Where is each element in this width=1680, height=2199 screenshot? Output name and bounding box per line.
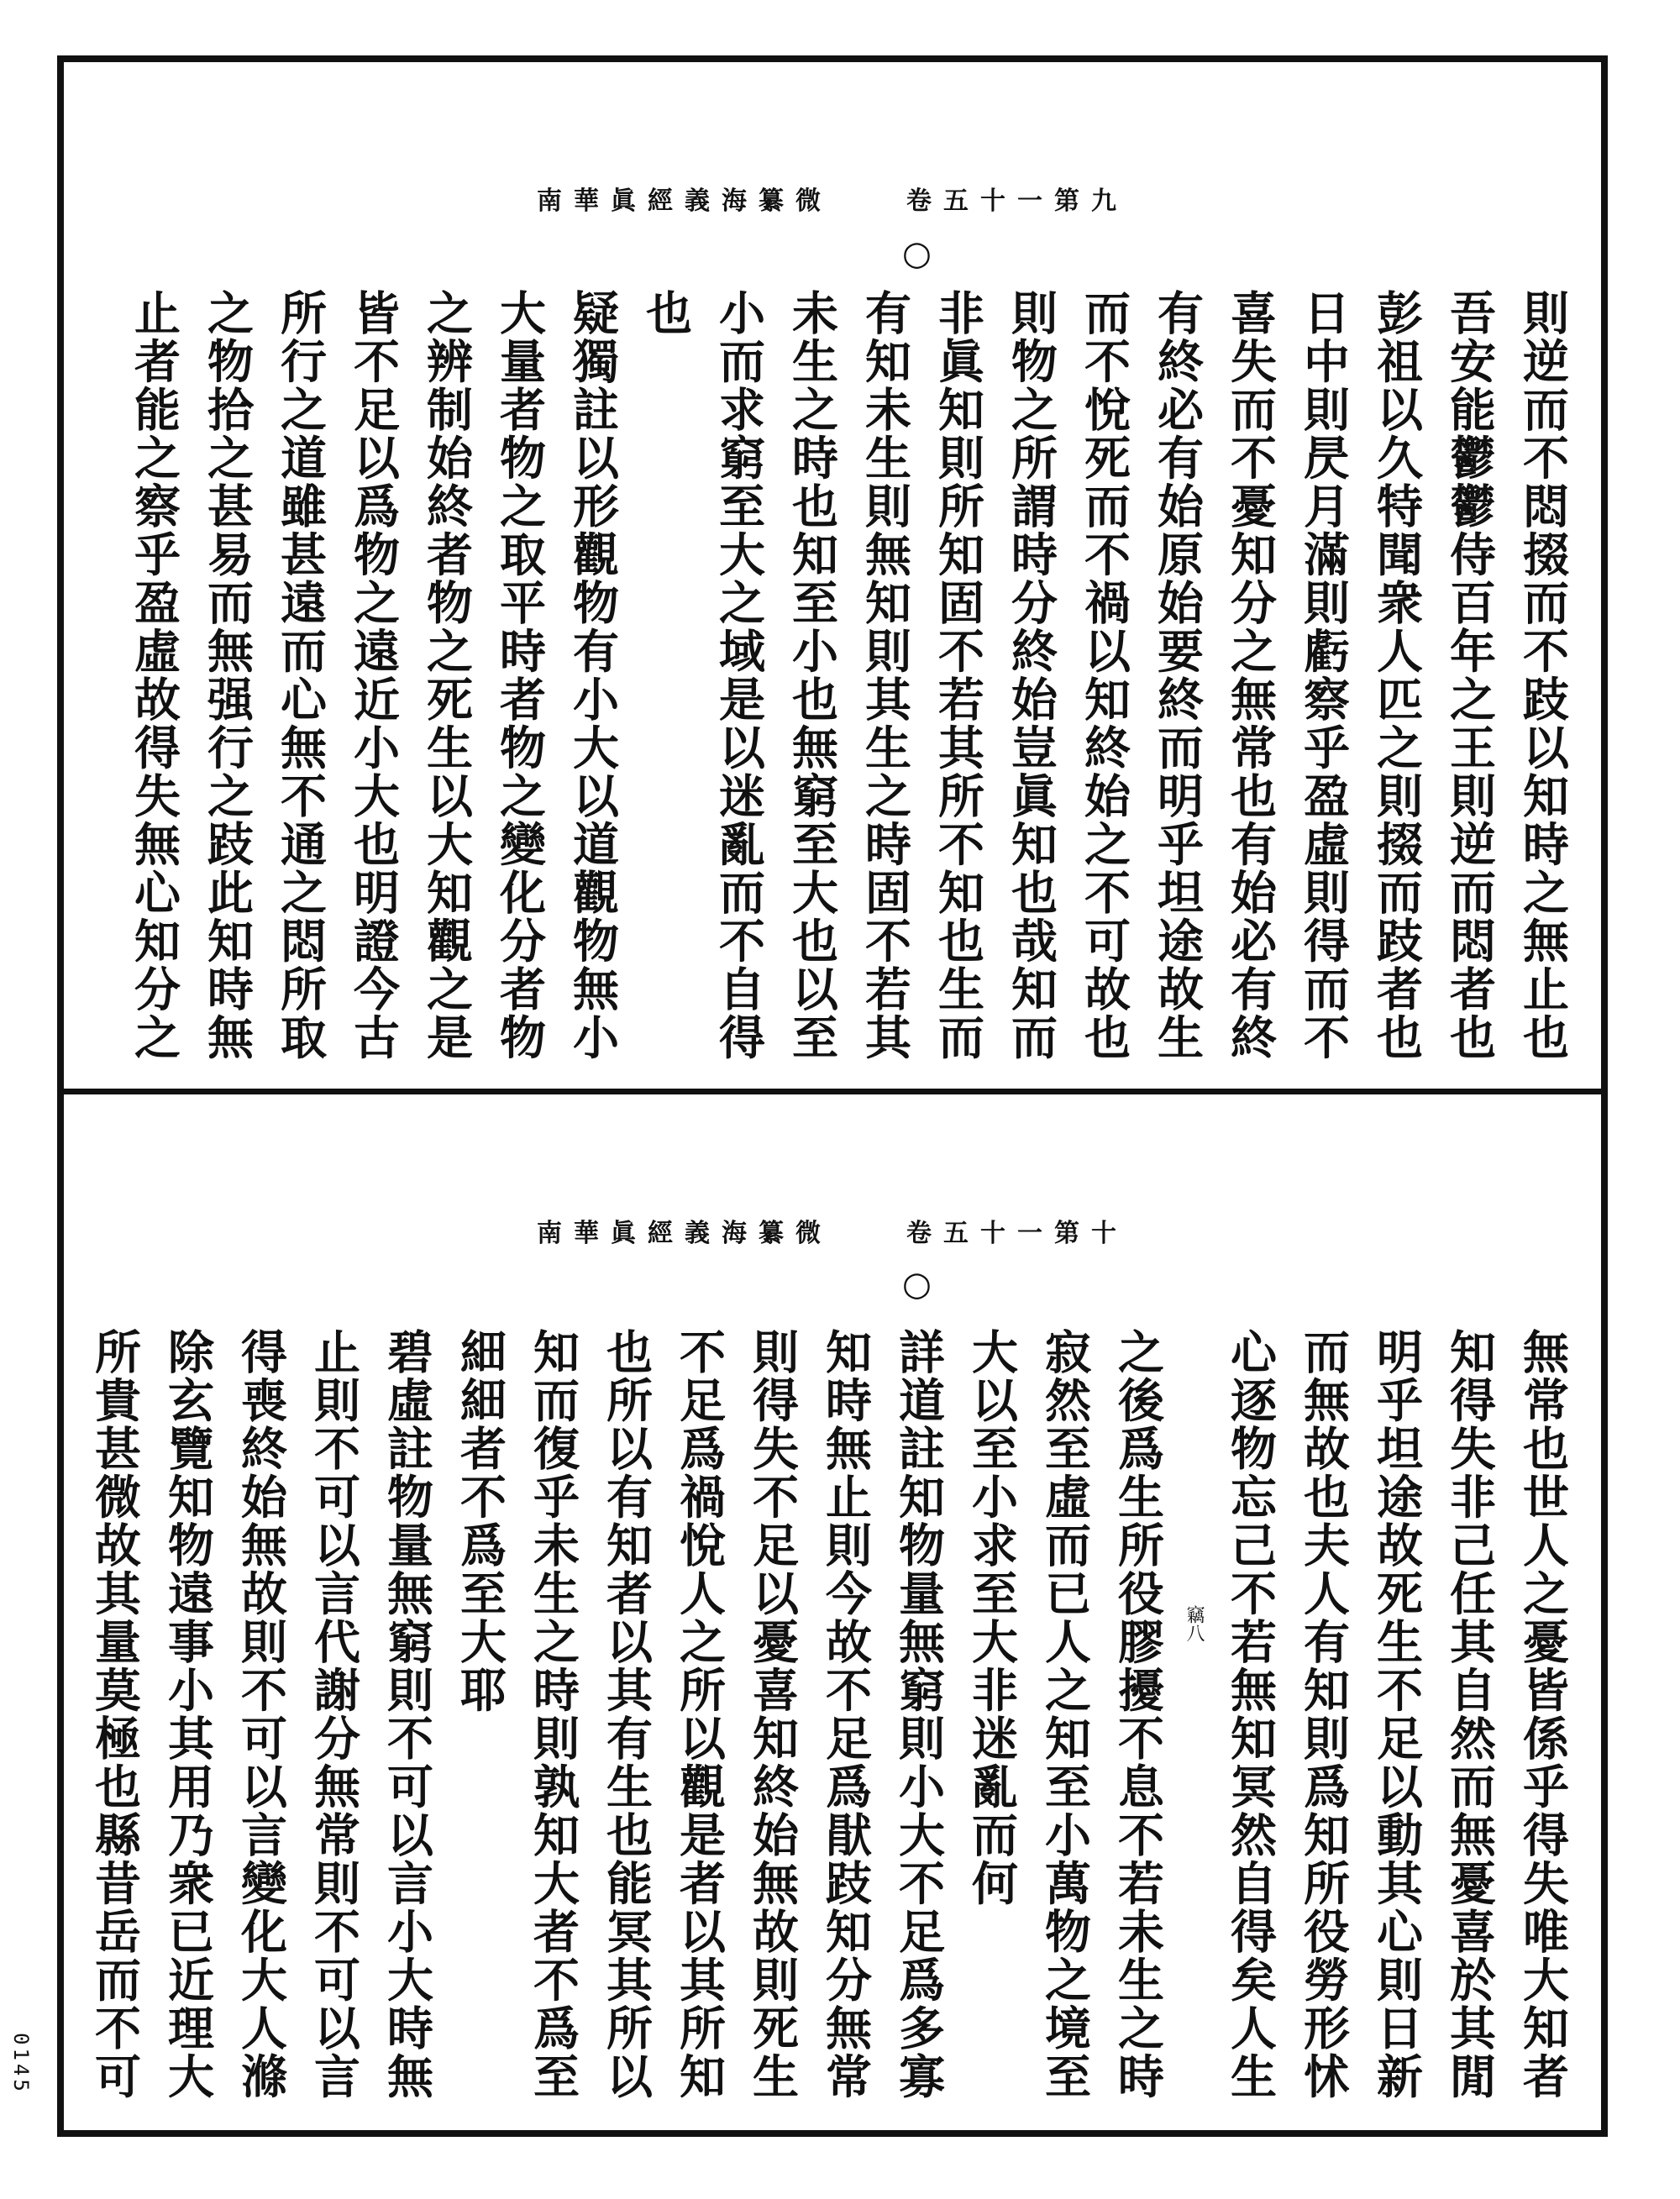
text-column: 有知未生則無知則其生之時固不若其 xyxy=(858,289,912,1062)
text-column: 則逆而不悶掇而不跂以知時之無止也 xyxy=(1515,289,1570,1062)
text-column: 非眞知則所知固不若其所不知也生而 xyxy=(931,289,985,1062)
text-column: 而不悅死而不禍以知終始之不可故也 xyxy=(1077,289,1131,1062)
text-column: 所行之道雖甚遠而心無不通之悶所取 xyxy=(273,289,328,1062)
text-column: 知得失非己任其自然而無憂喜於其閒 xyxy=(1442,1328,1497,2101)
top-page-panel xyxy=(64,62,1601,1089)
text-column: 則得失不足以憂喜知終始無故則死生 xyxy=(745,1328,800,2101)
section-circle-mark: ○ xyxy=(902,234,932,273)
text-column: 大以至小求至大非迷亂而何 xyxy=(964,1328,1019,1908)
text-column: 寂然至虛而已人之知至小萬物之境至 xyxy=(1037,1328,1092,2101)
text-column: 則物之所謂時分終始豈眞知也哉知而 xyxy=(1004,289,1058,1062)
text-column: 大量者物之取平時者物之變化分者物 xyxy=(492,289,547,1062)
text-column: 碧虛註物量無窮則不可以言小大時無 xyxy=(380,1328,434,2101)
text-column: 也 xyxy=(638,289,693,338)
text-columns xyxy=(86,1328,1571,2126)
text-column: 未生之時也知至小也無窮至大也以至 xyxy=(785,289,839,1062)
text-column: 止者能之察乎盈虛故得失無心知分之 xyxy=(127,289,181,1062)
text-column: 得喪終始無故則不可以言變化大人滌 xyxy=(234,1328,288,2101)
text-column: 之物拾之甚易而無强行之跂此知時無 xyxy=(200,289,255,1062)
text-column: 知而復乎未生之時則孰知大者不爲至 xyxy=(526,1328,580,2101)
text-column: 疑獨註以形觀物有小大以道觀物無小 xyxy=(565,289,620,1062)
text-column: 所貴甚微故其量莫極也縣昔岳而不可 xyxy=(87,1328,142,2101)
text-column: 喜失而不憂知分之無常也有始必有終 xyxy=(1223,289,1278,1062)
text-column: 之辨制始終者物之死生以大知觀之是 xyxy=(419,289,474,1062)
text-column: 心逐物忘己不若無知冥然自得矣人生 xyxy=(1223,1328,1278,2101)
text-column: 吾安能鬱鬱侍百年之王則逆而悶者也 xyxy=(1442,289,1497,1062)
text-column: 有終必有始原始要終而明乎坦途故生 xyxy=(1150,289,1205,1062)
text-column: 之後爲生所役膠擾不息不若未生之時 xyxy=(1110,1328,1165,2101)
text-column: 而無故也夫人有知則爲知所役勞形怵 xyxy=(1296,1328,1351,2101)
text-column: 不足爲禍悅人之所以觀是者以其所知 xyxy=(672,1328,727,2101)
text-column: 小而求窮至大之域是以迷亂而不自得 xyxy=(711,289,766,1062)
marginal-note: 竊八 xyxy=(1184,1605,1205,1642)
text-column: 日中則昃月滿則虧察乎盈虛則得而不 xyxy=(1296,289,1351,1062)
text-column: 皆不足以爲物之遠近小大也明證今古 xyxy=(346,289,401,1062)
running-header: 南華眞經義海纂微 卷五十一第十 xyxy=(537,1219,1128,1248)
text-column: 無常也世人之憂皆係乎得失唯大知者 xyxy=(1515,1328,1570,2101)
text-column: 也所以有知者以其有生也能冥其所以 xyxy=(599,1328,654,2101)
text-column: 知時無止則今故不足爲猒跂知分無常 xyxy=(818,1328,873,2101)
section-circle-mark: ○ xyxy=(902,1265,932,1304)
running-header: 南華眞經義海纂微 卷五十一第九 xyxy=(537,186,1128,216)
text-column: 詳道註知物量無窮則小大不足爲多寡 xyxy=(891,1328,946,2101)
text-column: 明乎坦途故死生不足以動其心則日新 xyxy=(1369,1328,1424,2101)
text-columns xyxy=(125,289,1571,1095)
text-column: 細細者不爲至大耶 xyxy=(453,1328,507,1714)
bottom-page-panel xyxy=(64,1094,1601,2130)
text-column: 彭祖以久特聞衆人匹之則掇而跂者也 xyxy=(1369,289,1424,1062)
page-number: 0145 xyxy=(9,2033,33,2095)
text-column: 止則不可以言代謝分無常則不可以言 xyxy=(307,1328,361,2101)
text-column: 除玄覽知物遠事小其用乃衆已近理大 xyxy=(160,1328,215,2101)
